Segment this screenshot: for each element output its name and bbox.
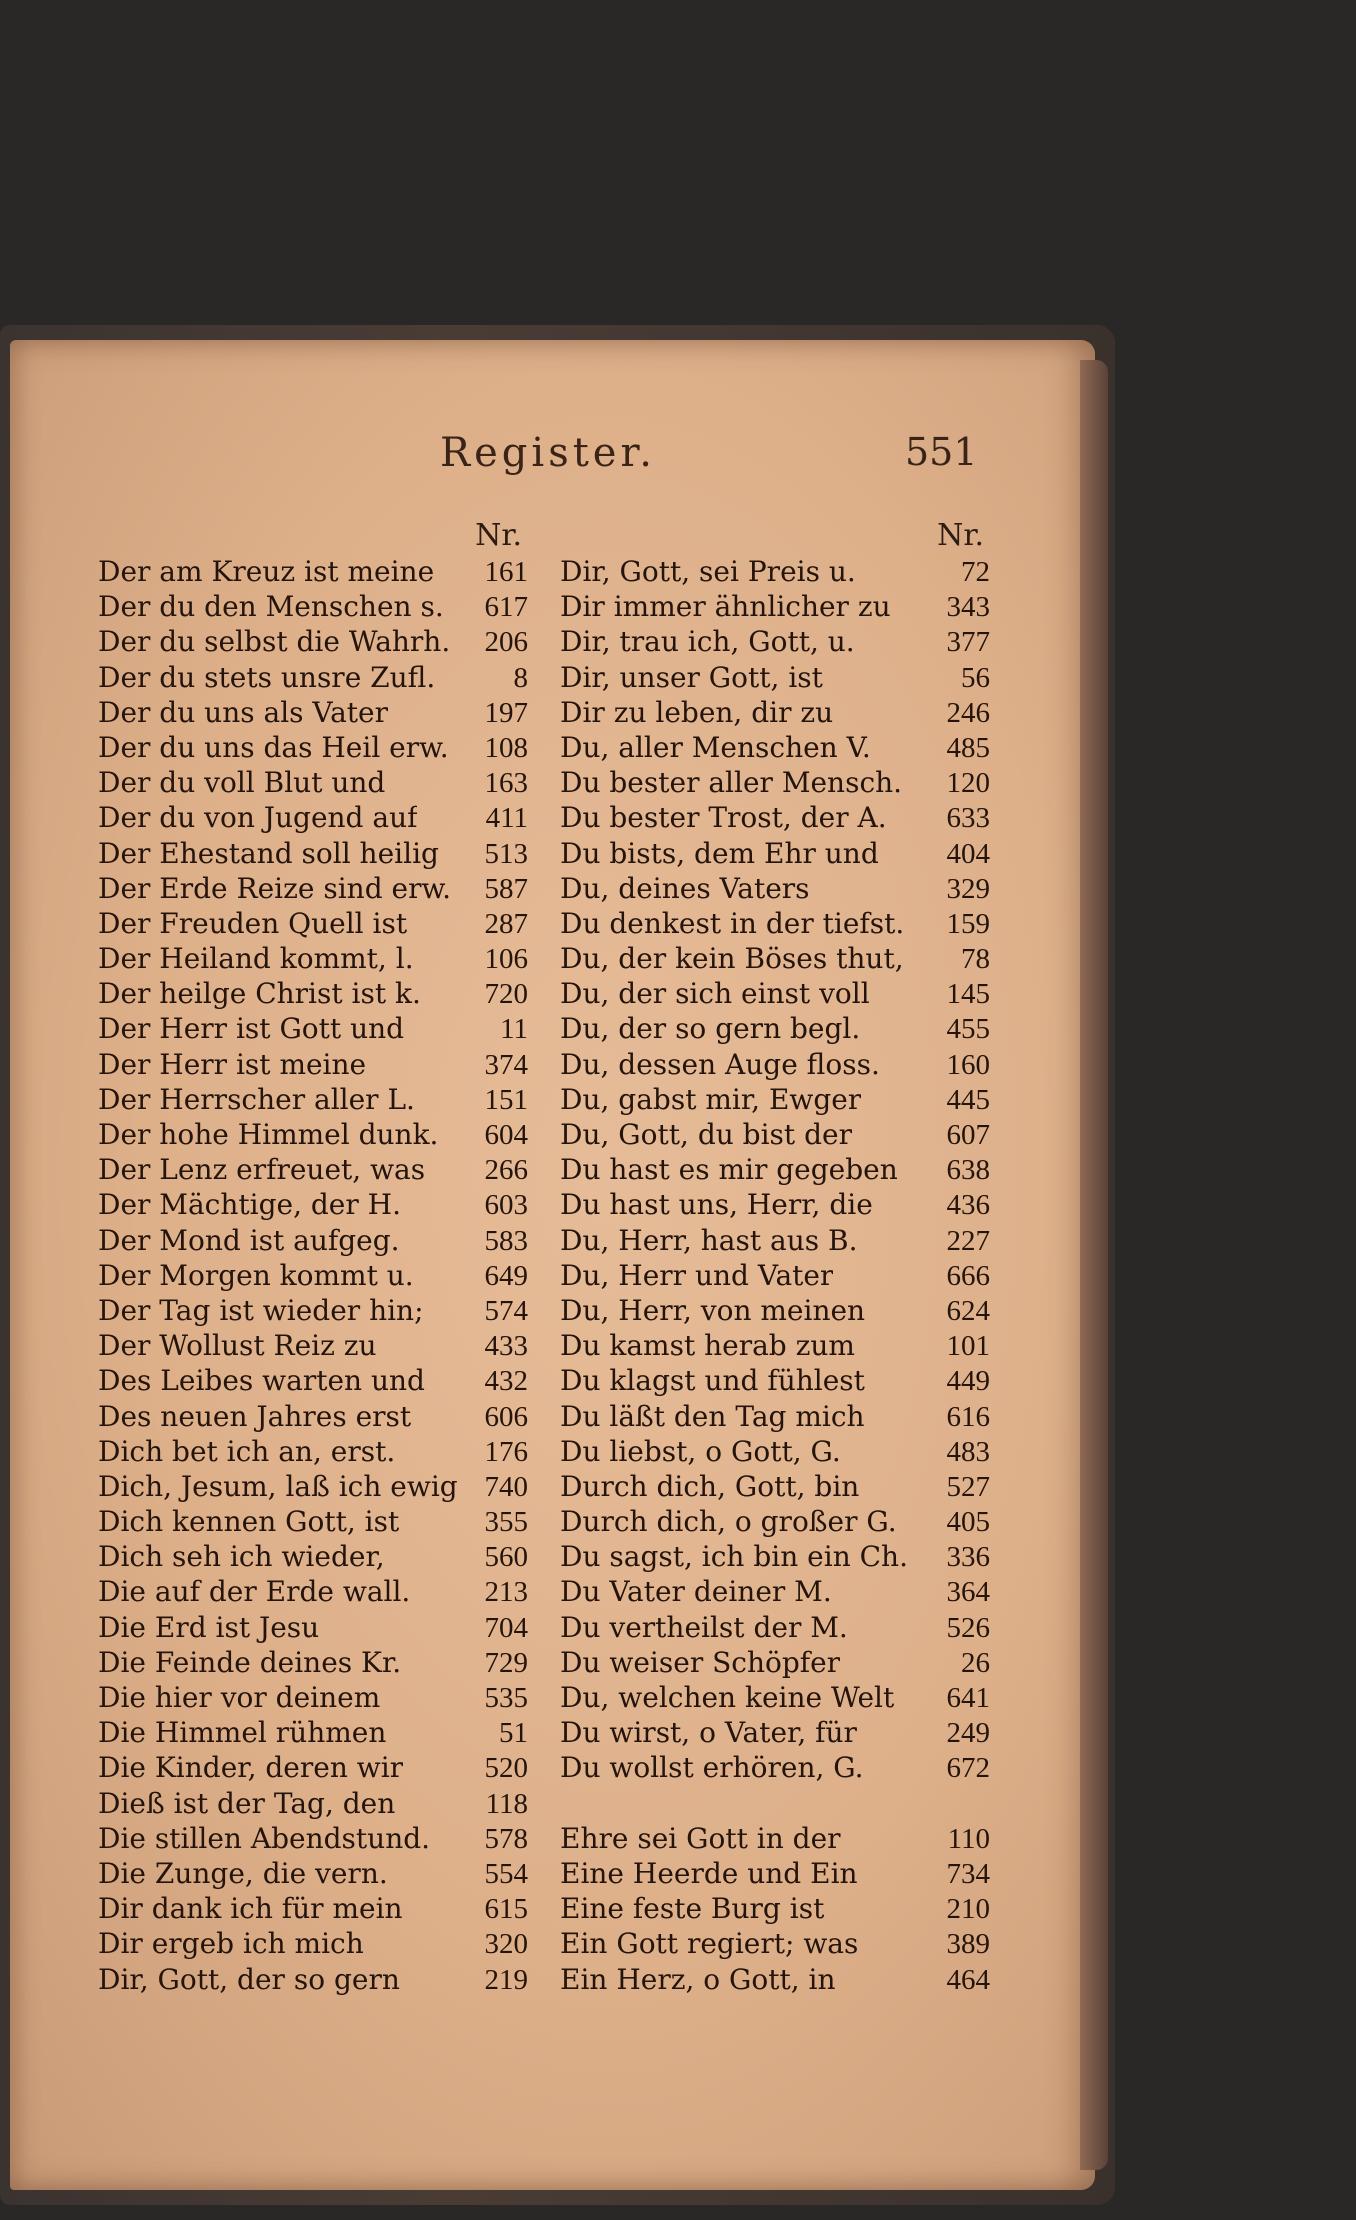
entry-title: Der Herr ist meine [98,1047,367,1081]
entry-number: 176 [484,1435,528,1468]
index-entry [98,1117,528,1152]
entry-title: Der hohe Himmel dunk. [98,1118,439,1151]
entry-title: Die auf der Erde wall. [98,1575,411,1609]
index-entry [560,1187,990,1222]
entry-number: 604 [484,1119,528,1151]
index-entry [98,800,528,835]
index-entry [98,1223,528,1258]
entry-number: 574 [484,1294,528,1327]
entry-title: Des Leibes warten und [98,1364,425,1398]
entry-title: Du Vater deiner M. [560,1575,832,1609]
entry-number: 633 [946,802,990,835]
entry-title: Die stillen Abendstund. [98,1821,431,1855]
entry-title: Die hier vor deinem [98,1681,381,1714]
entry-title: Der am Kreuz ist meine [98,555,435,588]
entry-title: Du, der so gern begl. [560,1012,861,1046]
index-entry [560,1504,990,1539]
entry-number: 246 [946,696,990,729]
entry-number: 11 [500,1013,528,1046]
entry-number: 355 [484,1506,528,1539]
entry-number: 729 [484,1646,528,1679]
entry-title: Dich bet ich an, erst. [98,1434,396,1468]
entry-title: Der du selbst die Wahrh. [98,625,451,659]
entry-title: Du, Herr und Vater [560,1258,834,1292]
entry-number: 26 [961,1646,990,1679]
index-entry [560,976,990,1011]
index-entry [560,1082,990,1117]
entry-number: 377 [946,626,990,659]
index-entry [98,1469,528,1504]
entry-title: Du liebst, o Gott, G. [560,1434,841,1468]
entry-title: Du, Herr, von meinen [560,1293,866,1327]
index-entry [560,1786,990,1821]
entry-number: 151 [484,1083,528,1116]
index-entry [560,836,990,871]
entry-title: Du wollst erhören, G. [560,1751,864,1785]
page-header [0,430,1356,490]
entry-number: 101 [946,1330,990,1363]
index-entry [98,765,528,800]
entry-number: 638 [946,1154,990,1187]
index-entry [560,1223,990,1258]
index-entry [560,1821,990,1856]
entry-number: 8 [513,661,528,694]
entry-title: Ein Gott regiert; was [560,1927,859,1961]
entry-title: Du vertheilst der M. [560,1610,848,1644]
index-entry [98,624,528,659]
index-entry [560,1926,990,1961]
index-entry [560,1399,990,1434]
index-entry [560,1645,990,1680]
entry-number: 159 [946,907,990,940]
entry-number: 227 [946,1224,990,1257]
index-entry [560,1469,990,1504]
index-entry [98,589,528,624]
entry-title: Du, aller Menschen V. [560,730,871,764]
entry-number: 206 [484,626,528,659]
index-entry [560,1328,990,1363]
index-entry [98,1328,528,1363]
entry-number: 106 [484,943,528,976]
entry-number: 433 [484,1330,528,1363]
entry-number: 160 [946,1048,990,1081]
entry-number: 513 [484,837,528,870]
entry-title: Die Feinde deines Kr. [98,1645,402,1679]
entry-number: 118 [485,1787,528,1820]
index-entry [560,1610,990,1645]
entry-number: 526 [946,1611,990,1644]
entry-number: 120 [946,767,990,800]
entry-title: Dir zu leben, dir zu [560,695,834,729]
index-entry [98,695,528,730]
entry-number: 210 [946,1893,990,1926]
index-entry [98,976,528,1011]
index-entry [98,1610,528,1645]
entry-number: 249 [946,1717,990,1750]
entry-title: Der Lenz erfreuet, was [98,1153,426,1187]
index-entry [98,1258,528,1293]
index-entry [98,730,528,765]
index-entry [98,1821,528,1856]
entry-title: Der Heiland kommt, l. [98,942,414,976]
entry-number: 464 [946,1963,990,1996]
entry-number: 616 [946,1400,990,1433]
entry-title: Du bists, dem Ehr und [560,836,879,870]
entry-number: 163 [484,767,528,800]
entry-title: Du, der kein Böses thut, [560,942,904,976]
column-heading: Nr. [475,518,522,553]
index-entry [560,765,990,800]
index-entry [98,941,528,976]
entry-title: Des neuen Jahres erst [98,1399,412,1433]
entry-number: 624 [946,1294,990,1327]
index-entry [98,871,528,906]
entry-title: Durch dich, Gott, bin [560,1469,860,1503]
index-entry [98,1152,528,1187]
entry-number: 343 [946,591,990,624]
index-entry [560,695,990,730]
entry-number: 449 [946,1365,990,1398]
index-entry [560,1152,990,1187]
entry-number: 455 [946,1013,990,1046]
entry-number: 483 [946,1435,990,1468]
entry-number: 606 [484,1400,528,1433]
index-entry [560,1363,990,1398]
entry-number: 364 [946,1576,990,1609]
entry-title: Du denkest in der tiefst. [560,906,905,940]
entry-title: Der Tag ist wieder hin; [98,1293,424,1327]
index-entry [560,1258,990,1293]
index-entry [560,624,990,659]
index-entry [560,1680,990,1715]
index-entry [98,1504,528,1539]
page-number: 551 [905,430,978,474]
entry-title: Die Zunge, die vern. [98,1856,388,1890]
index-entry [98,906,528,941]
entry-number: 720 [484,978,528,1011]
entry-title: Der Erde Reize sind erw. [98,871,452,905]
entry-title: Der Freuden Quell ist [98,906,408,940]
entry-number: 560 [484,1541,528,1574]
entry-number: 666 [946,1259,990,1292]
entry-number: 734 [946,1857,990,1890]
index-entry [560,906,990,941]
entry-list [98,554,528,1997]
entry-title: Der Mächtige, der H. [98,1188,401,1222]
index-entry [560,1117,990,1152]
entry-title: Du, Gott, du bist der [560,1118,852,1151]
entry-title: Durch dich, o großer G. [560,1505,897,1539]
entry-number: 51 [499,1717,528,1750]
index-entry [560,800,990,835]
entry-title: Ein Herz, o Gott, in [560,1962,836,1996]
entry-title: Die Kinder, deren wir [98,1751,404,1785]
entry-title: Du, dessen Auge floss. [560,1047,880,1081]
entry-number: 740 [484,1470,528,1503]
entry-title: Du, deines Vaters [560,871,810,905]
entry-number: 485 [946,731,990,764]
entry-number: 219 [484,1963,528,1996]
index-entry [98,1539,528,1574]
entry-title: Du bester aller Mensch. [560,766,903,800]
entry-title: Eine feste Burg ist [560,1892,825,1926]
index-entry [560,941,990,976]
entry-number: 145 [946,978,990,1011]
index-entry [98,1891,528,1926]
entry-title: Der Ehestand soll heilig [98,836,439,870]
entry-number: 554 [484,1857,528,1890]
entry-title: Der du den Menschen s. [98,590,444,624]
index-entry [560,1047,990,1082]
entry-number: 329 [946,872,990,905]
entry-title: Dir, unser Gott, ist [560,660,823,694]
entry-title: Dir, Gott, der so gern [98,1962,400,1996]
entry-number: 578 [484,1822,528,1855]
entry-title: Der heilge Christ ist k. [98,977,421,1011]
entry-number: 404 [946,837,990,870]
index-entry [98,554,528,589]
index-entry [560,1293,990,1328]
entry-number: 374 [484,1048,528,1081]
index-entry [560,871,990,906]
entry-title: Der du voll Blut und [98,766,386,800]
index-entry [98,1187,528,1222]
index-entry [98,836,528,871]
index-entry [98,1363,528,1398]
entry-number: 411 [485,802,528,835]
entry-number: 583 [484,1224,528,1257]
entry-title: Du, der sich einst voll [560,977,870,1011]
entry-number: 436 [946,1189,990,1222]
index-entry [98,1750,528,1785]
entry-number: 587 [484,872,528,905]
entry-title: Dir, Gott, sei Preis u. [560,555,856,588]
entry-title: Der du uns als Vater [98,695,388,729]
index-entry [560,1434,990,1469]
entry-number: 520 [484,1752,528,1785]
entry-number: 649 [484,1259,528,1292]
entry-title: Ehre sei Gott in der [560,1821,841,1855]
index-entry [98,1434,528,1469]
entry-number: 108 [484,731,528,764]
index-entry [560,730,990,765]
entry-title: Du weiser Schöpfer [560,1645,841,1679]
index-entry [98,1399,528,1434]
entry-title: Dir immer ähnlicher zu [560,590,891,624]
entry-title: Dir, trau ich, Gott, u. [560,625,855,659]
entry-number: 320 [484,1928,528,1961]
index-entry [98,1715,528,1750]
entry-number: 197 [484,696,528,729]
entry-title: Dich seh ich wieder, [98,1540,385,1574]
index-column-left [98,518,528,1997]
entry-number: 213 [484,1576,528,1609]
entry-number: 672 [946,1752,990,1785]
entry-title: Der Herrscher aller L. [98,1082,415,1116]
entry-title: Du, gabst mir, Ewger [560,1082,862,1116]
entry-number: 336 [946,1541,990,1574]
entry-title: Du kamst herab zum [560,1329,855,1363]
index-entry [560,1011,990,1046]
index-entry [98,1293,528,1328]
entry-title: Die Himmel rühmen [98,1716,387,1750]
entry-number: 445 [946,1083,990,1116]
index-entry [98,1047,528,1082]
entry-number: 56 [961,661,990,694]
entry-title: Der Morgen kommt u. [98,1258,414,1292]
index-entry [98,1856,528,1891]
index-column-right [560,518,990,1997]
entry-title: Du klagst und fühlest [560,1364,865,1398]
entry-number: 161 [484,556,528,588]
entry-title: Du, welchen keine Welt [560,1681,895,1714]
entry-title: Der Mond ist aufgeg. [98,1223,400,1257]
entry-title: Dir ergeb ich mich [98,1927,364,1961]
entry-number: 287 [484,907,528,940]
entry-number: 110 [947,1822,990,1855]
entry-list [560,554,990,1997]
entry-title: Die Erd ist Jesu [98,1610,320,1644]
entry-number: 535 [484,1682,528,1714]
entry-title: Eine Heerde und Ein [560,1856,858,1890]
column-heading: Nr. [937,518,984,553]
entry-title: Der du uns das Heil erw. [98,730,449,764]
index-entry [98,1011,528,1046]
index-entry [560,1539,990,1574]
index-entry [98,1574,528,1609]
index-entry [98,1786,528,1821]
entry-number: 405 [946,1506,990,1539]
entry-title: Der Herr ist Gott und [98,1012,405,1046]
index-entry [98,1680,528,1715]
entry-number: 389 [946,1928,990,1961]
entry-title: Dich, Jesum, laß ich ewig [98,1469,458,1503]
index-entry [98,1926,528,1961]
entry-title: Der Wollust Reiz zu [98,1329,377,1363]
entry-number: 641 [946,1682,990,1714]
entry-title: Du wirst, o Vater, für [560,1716,857,1750]
entry-number: 615 [484,1893,528,1926]
index-entry [98,1645,528,1680]
index-entry [98,660,528,695]
index-entry [560,1962,990,1997]
entry-title: Dieß ist der Tag, den [98,1786,396,1820]
index-entry [560,1856,990,1891]
entry-title: Du, Herr, hast aus B. [560,1223,858,1257]
entry-number: 607 [946,1119,990,1151]
entry-title: Der du von Jugend auf [98,801,418,835]
entry-number: 432 [484,1365,528,1398]
entry-number: 527 [946,1470,990,1503]
page-edge [1080,360,1108,2170]
entry-number: 72 [961,556,990,588]
index-entry [560,660,990,695]
entry-number: 704 [484,1611,528,1644]
entry-number: 78 [961,943,990,976]
index-entry [560,1891,990,1926]
index-entry [98,1082,528,1117]
entry-title: Du hast es mir gegeben [560,1153,898,1187]
entry-number: 617 [484,591,528,624]
entry-title: Dich kennen Gott, ist [98,1505,400,1539]
index-entry [560,1750,990,1785]
entry-title: Du hast uns, Herr, die [560,1188,873,1222]
entry-number: 603 [484,1189,528,1222]
entry-title: Der du stets unsre Zufl. [98,660,436,694]
entry-title: Du bester Trost, der A. [560,801,887,835]
entry-title: Dir dank ich für mein [98,1892,403,1926]
index-entry [560,1574,990,1609]
index-entry [560,554,990,589]
index-entry [560,589,990,624]
index-entry [98,1962,528,1997]
page-title: Register. [440,430,656,476]
entry-title: Du sagst, ich bin ein Ch. [560,1540,908,1574]
index-entry [560,1715,990,1750]
entry-number: 266 [484,1154,528,1187]
entry-title: Du läßt den Tag mich [560,1399,865,1433]
